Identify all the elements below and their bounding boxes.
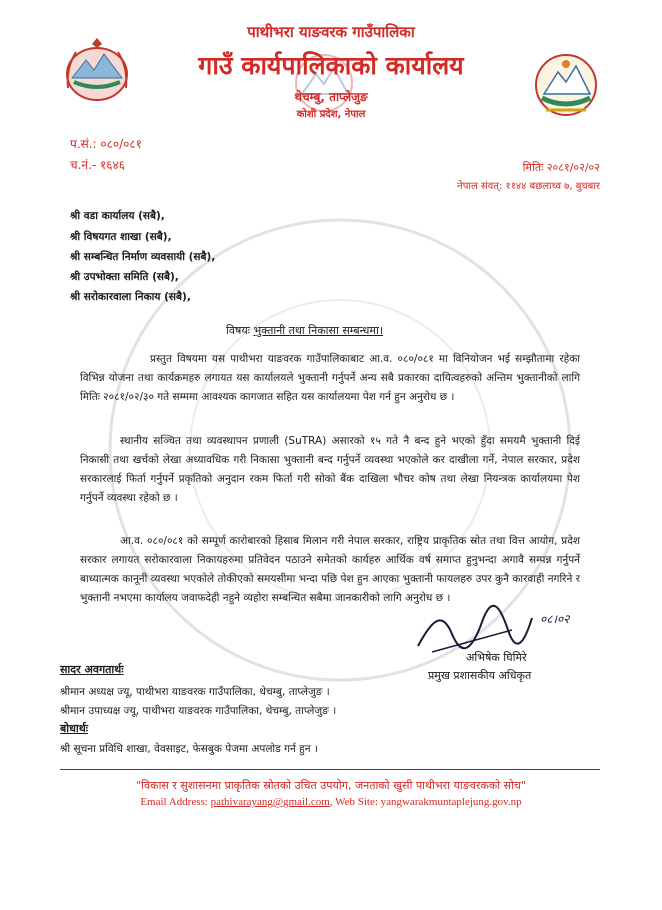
- recipient-2: श्री विषयगत शाखा (सबै),: [70, 231, 172, 243]
- date: मितिः २०८१/०२/०२: [522, 161, 600, 174]
- province-address: कोशी प्रदेश, नेपाल: [296, 109, 366, 120]
- signatory-title: प्रमुख प्रशासकीय अधिकृत: [428, 669, 532, 682]
- dispatch-number: च.नं.- १६४६: [70, 158, 126, 172]
- signatory-name: अभिषेक घिमिरे: [466, 651, 527, 664]
- recipient-4: श्री उपभोक्ता समिति (सबै),: [70, 271, 179, 283]
- website-link[interactable]: yangwarakmuntaplejung.gov.np: [380, 796, 522, 808]
- cc-heading: सादर अवगतार्थः: [60, 663, 124, 676]
- subject-label: विषयः: [226, 324, 250, 337]
- nepal-samvat-date: नेपाल संवत्: ११४४ बछलाथ्व ७, बुधबार: [457, 181, 600, 192]
- body-paragraph-2: स्थानीय सञ्चित तथा व्यवस्थापन प्रणाली (SuTRA) असारको १५ गते नै बन्द हुने भएको हुँदा समयमै भुक्तानी दिई निकासी तथा खर्चको लेखा अध्यावधिक गरी निकासा भुक्तानी बन्द गर्नुपर्ने व्यवस्था भएकोले कर दाखीला गर्ने, नेपाल सरकार, प्रदेश सरकारलाई फिर्ता गर्नुपर्ने प्रकृतिको अनुदान रकम फिर्ता गरी सोको बैंक दाखिला भौचर कोष तथा लेखा नियन्त्रक कार्यालयमा पेश गर्नुपर्ने व्यवस्था रहेको छ ।: [80, 435, 580, 504]
- recipient-1: श्री वडा कार्यालय (सबै),: [70, 210, 165, 222]
- district-address: थेचम्बु, ताप्लेजुङ: [294, 90, 368, 104]
- action-item: श्री सूचना प्रविधि शाखा, वेवसाइट, फेसबुक पेजमा अपलोड गर्न हुन ।: [60, 743, 318, 755]
- recipient-5: श्री सरोकारवाला निकाय (सबै),: [70, 291, 191, 303]
- body-paragraph-3: आ.व. ०८०/०८१ को सम्पूर्ण कारोबारको हिसाब मिलान गरी नेपाल सरकार, राष्ट्रिय प्राकृतिक स्रोत तथा वित्त आयोग, प्रदेश सरकार लगायत सरोकारवाला निकायहरुमा प्रतिवेदन पठाउने समेतको कार्यहरु आर्थिक वर्ष समाप्त हुनुभन्दा अगावै सम्पन्न गर्नुपर्ने बाध्यात्मक कानूनी व्यवस्था भएकोले तोकीएको समयसीमा भन्दा पछि पेश हुन आएका भुक्तानी फायलहरु उपर कुनै कारवाही नगरिने र भुक्तानी नभएमा कार्यालय जवाफदेही नहुने व्यहोरा सम्बन्धित सबैमा जानकारीको लागि अनुरोध छ ।: [80, 535, 580, 604]
- recipient-3: श्री सम्बन्धित निर्माण व्यवसायी (सबै),: [70, 251, 216, 263]
- email-label: Email Address:: [140, 796, 208, 808]
- action-heading: बोधार्थः: [60, 722, 88, 735]
- reference-number: प.सं.: ०८०/०८१: [70, 137, 142, 151]
- subject-line: [226, 323, 383, 338]
- municipality-name: पाथीभरा याङवरक गाउँपालिका: [247, 23, 415, 41]
- footer-slogan: "विकास र सुशासनमा प्राकृतिक स्रोतको उचित उपयोग, जनताको खुसी पाथीभरा याङवरकको सोच": [136, 779, 526, 792]
- office-title: गाउँ कार्यपालिकाको कार्यालय: [198, 51, 464, 80]
- footer-divider: [60, 769, 600, 770]
- cc-item-1: श्रीमान अध्यक्ष ज्यू, पाथीभरा याङवरक गाउँपालिका, थेचम्बु, ताप्लेजुङ ।: [60, 686, 330, 698]
- website-label: , Web Site:: [329, 796, 378, 808]
- subject-text: भुक्तानी तथा निकासा सम्बन्धमा।: [253, 324, 384, 337]
- cc-item-2: श्रीमान उपाध्यक्ष ज्यू, पाथीभरा याङवरक गाउँपालिका, थेचम्बु, ताप्लेजुङ ।: [60, 705, 337, 717]
- handwritten-date: ०८।०२: [540, 612, 570, 626]
- body-paragraph-1: प्रस्तुत विषयमा यस पाथीभरा याङवरक गाउँपालिकाबाट आ.व. ०८०/०८१ मा विनियोजन भई सम्झौतामा रहेका विभिन्न योजना तथा कार्यक्रमहरु लगायत यस कार्यालयले भुक्तानी गर्नुपर्ने अन्य सबै प्रकारका दायित्वहरुको अन्तिम भुक्तानीको लागि मितिः २०८१/०२/३० गते सम्ममा आवश्यक कागजात सहित यस कार्यालयमा पेश गर्न हुन अनुरोध छ ।: [80, 353, 580, 403]
- email-link[interactable]: pathivarayang@gmail.com: [210, 796, 330, 808]
- footer-contact: [0, 796, 662, 808]
